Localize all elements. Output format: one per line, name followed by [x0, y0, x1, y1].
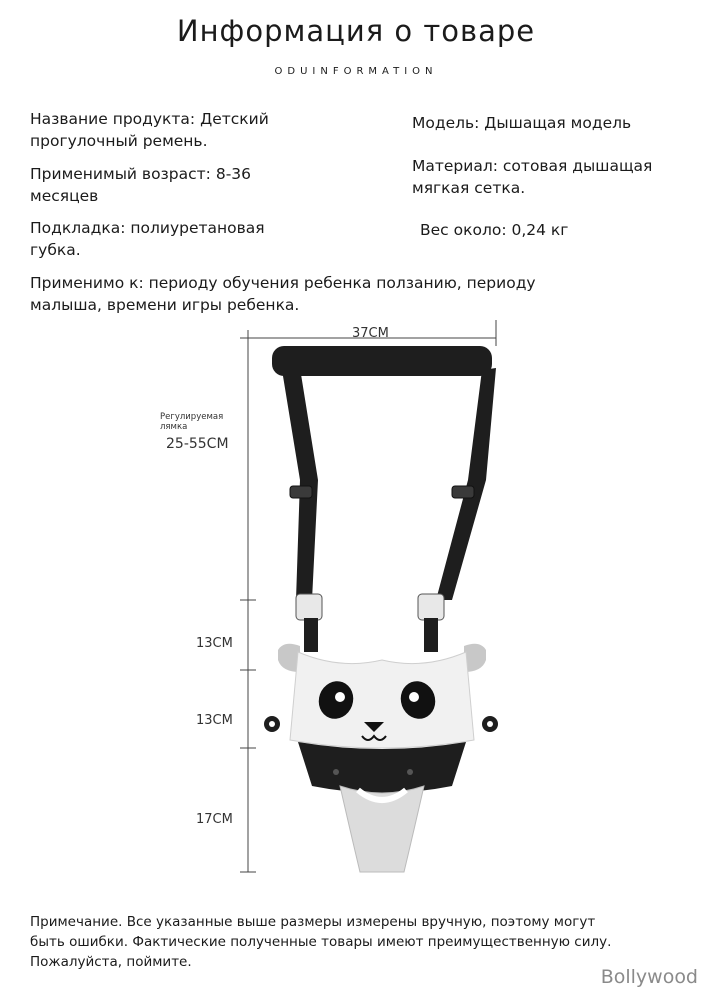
spec-lining: Подкладка: полиуретановая губка.: [30, 219, 265, 259]
dim-section-2: 13CM: [196, 713, 233, 728]
disclaimer-note: Примечание. Все указанные выше размеры измерены вручную, поэтому могут быть ошибки. Фактические полученные товары имеют преимущественную силу. Пожалуйста, поймите.: [30, 914, 612, 970]
left-clip: [296, 594, 322, 620]
page-title: Информация о товаре: [176, 14, 536, 48]
spec-material: Материал: сотовая дышащая мягкая сетка.: [412, 157, 653, 197]
right-buckle: [452, 486, 474, 498]
watermark: Bollywood: [600, 966, 698, 988]
spec-product-name: Название продукта: Детский прогулочный ремень.: [30, 110, 269, 150]
spec-weight: Вес около: 0,24 кг: [420, 221, 569, 239]
left-strap: [282, 368, 318, 600]
right-strap: [436, 368, 496, 600]
right-clip: [418, 594, 444, 620]
panda-panel: [290, 652, 474, 748]
spec-age: Применимый возраст: 8-36 месяцев: [30, 165, 252, 205]
spec-applicable: Применимо к: периоду обучения ребенка ползанию, периоду малыша, времени игры ребенка.: [30, 274, 536, 314]
lower-panel: [298, 742, 466, 793]
left-buckle: [290, 486, 312, 498]
dim-section-1: 13CM: [196, 636, 233, 651]
dim-strap-label: 25-55CM: [166, 436, 229, 452]
dim-width-label: 37CM: [352, 326, 389, 341]
shoulder-bar: [272, 346, 492, 376]
dim-section-3: 17CM: [196, 812, 233, 827]
page-subtitle: ODUINFORMATION: [274, 66, 438, 77]
dim-strap-caption: Регулируемая лямка: [160, 412, 224, 432]
spec-model: Модель: Дышащая модель: [412, 114, 632, 132]
